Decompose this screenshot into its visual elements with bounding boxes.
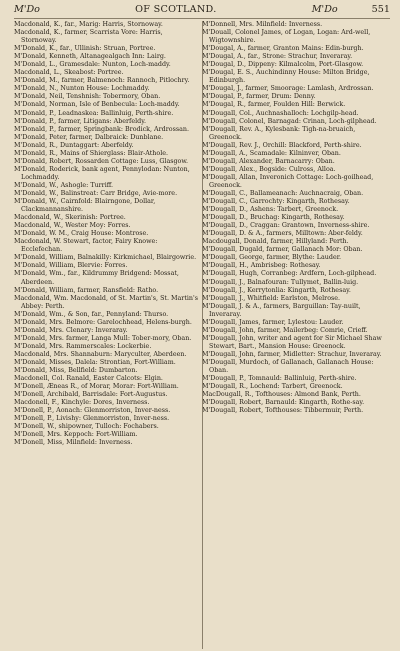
directory-entry: M'Dougall, Rev. A., Kylesbank: Tigh-na-bruaich, Greenock. bbox=[202, 125, 356, 141]
directory-entry: M'Donald, Norman, Isle of Benbecula: Loch-maddy. bbox=[14, 101, 180, 109]
left-column bbox=[14, 21, 202, 649]
directory-entry: M'Donald, L., Gramesdale: Nunton, Loch-maddy. bbox=[14, 61, 171, 69]
directory-entry: M'Donald, William, Blervie: Forres. bbox=[14, 262, 128, 270]
header-right bbox=[312, 4, 390, 15]
directory-entry: M'Dougall, John, farmer, Midletter: Strachur, Inveraray. bbox=[202, 350, 382, 358]
directory-entry: M'Dougall, Alex., Bogside: Culross, Alloa. bbox=[202, 165, 336, 173]
page-number: 551 bbox=[371, 4, 390, 15]
directory-entry: M'Donell, Archibald, Barrisdale: Fort-Augustus. bbox=[14, 391, 168, 399]
column-divider bbox=[202, 21, 203, 649]
directory-entry: M'Donell, Mrs. Keppoch: Fort-William. bbox=[14, 431, 138, 439]
directory-entry: M'Donald, Robert, Rossarden Cottage: Luss, Glasgow. bbox=[14, 157, 189, 165]
directory-entry: M'Donald, Neil, Tenshnish: Tobermory, Oban. bbox=[14, 93, 161, 101]
directory-entry: M'Douall, Colonel James, of Logan, Logan: Ard-well, Wigtownshire. bbox=[202, 29, 371, 45]
header-center-title: OF SCOTLAND. bbox=[135, 4, 217, 15]
directory-entry: M'Donald, Peter, farmer, Dalbraick: Dunblane. bbox=[14, 133, 164, 141]
directory-entry: M'Donald, Wm., far., Kildrummy Bridgend: Mossat, Aberdeen. bbox=[14, 270, 179, 286]
directory-entry: M'Dougall, D., Ashens: Tarbert, Greenock. bbox=[202, 206, 339, 214]
directory-entry: M'Donald, Mrs. Belmore: Garelochhead, Helens-burgh. bbox=[14, 318, 192, 326]
directory-entry: M'Dougall, A., Scamadale: Kilninver, Oban. bbox=[202, 149, 341, 157]
directory-entry: M'Donald, W., Cairnfold: Blairngone, Dollar, Clackmannanshire. bbox=[14, 198, 156, 214]
directory-entry: M'Donald, P., farmer, Litigans: Aberfeldy. bbox=[14, 117, 147, 125]
directory-entry: M'Donald, Misses, Dalela: Strontian, Fort-William. bbox=[14, 358, 176, 366]
directory-entry: M'Donald, N., Nunton House: Lochmaddy. bbox=[14, 85, 150, 93]
directory-entry: Macdonald, Wm. Macdonald, of St. Martin's, St. Martin's Abbey: Perth. bbox=[14, 294, 198, 310]
directory-entry: MacDougall, R., Tofthouses: Almond Bank, Perth. bbox=[202, 391, 361, 399]
directory-entry: M'Donald, W., Balinstreat: Carr Bridge, Avie-more. bbox=[14, 189, 178, 197]
directory-entry: M'Dougall, J. & A., farmers, Barguillan: Tay-nuilt, Inveraray. bbox=[202, 302, 361, 318]
directory-entry: M'Donald, P., farmer, Springbank: Brodick, Ardrossan. bbox=[14, 125, 189, 133]
directory-entry: M'Donell, P., Livishy: Glenmorriston, Inver-ness. bbox=[14, 415, 170, 423]
entry-columns bbox=[14, 21, 390, 649]
directory-entry: M'Dougall, D., Bruchag: Kingarth, Rothesay. bbox=[202, 214, 345, 222]
directory-entry: M'Donald, K., far., Ullinish: Struan, Portree. bbox=[14, 45, 156, 53]
directory-entry: M'Dougall, John, writer and agent for Sir Michael Shaw Stewart, Bart., Mansion House: Greenock. bbox=[202, 334, 382, 350]
directory-entry: M'Dougall, Robert, Barnauld: Kingarth, Rothe-say. bbox=[202, 399, 365, 407]
directory-entry: M'Dougall, D., Craggan: Grantown, Inverness-shire. bbox=[202, 222, 370, 230]
directory-entry: Macdonald, Mrs. Shannaburn: Maryculter, Aberdeen. bbox=[14, 350, 187, 358]
directory-entry: M'Donell, W., shipowner, Tulloch: Fochabers. bbox=[14, 423, 159, 431]
directory-entry: M'Dougall, R., Lochend: Tarbert, Greenock. bbox=[202, 383, 343, 391]
directory-entry: M'Donald, William, farmer, Ransfield: Ratho. bbox=[14, 286, 159, 294]
directory-entry: Macdonald, K., farmer, Scarrista Vore: Harris, Stornoway. bbox=[14, 29, 163, 45]
directory-entry: M'Donald, Mrs. Clenary: Inveraray. bbox=[14, 326, 128, 334]
directory-entry: M'Donald, Wm., & Son, far., Pennyland: Thurso. bbox=[14, 310, 169, 318]
directory-entry: M'Donald, M., farmer, Balmenoch: Rannoch, Pitlochry. bbox=[14, 77, 190, 85]
directory-entry: M'Dougall, Colonel, Barnagad: Crinan, Loch-gilphead. bbox=[202, 117, 377, 125]
directory-entry: M'Dougall, John, farmer, Mailerbeg: Comrie, Crieff. bbox=[202, 326, 368, 334]
right-column bbox=[202, 21, 390, 649]
directory-entry: M'Donnell, Mrs. Milnfield: Inverness. bbox=[202, 21, 323, 28]
directory-entry: M'Dougall, Robert, Tofthouses: Tibbermuir, Perth. bbox=[202, 407, 364, 415]
directory-entry: M'Donald, Mrs. Rammerscales: Lockerbie. bbox=[14, 342, 152, 350]
directory-entry: Macdonald, L., Skeabost: Portree. bbox=[14, 69, 124, 77]
directory-entry: M'Dougall, J., Whitfield: Earlston, Melrose. bbox=[202, 294, 341, 302]
directory-entry: M'Dougall, Alexander, Barnacarry: Oban. bbox=[202, 157, 335, 165]
header-left-title: M'Do bbox=[14, 4, 40, 15]
directory-entry: Macdonald, W., Wester Moy: Forres. bbox=[14, 222, 131, 230]
directory-entry: Macdonald, W., Skerinish: Portree. bbox=[14, 214, 126, 222]
directory-entry: M'Dougal, A., farmer, Granton Mains: Edin-burgh. bbox=[202, 45, 364, 53]
directory-entry: M'Donald, W. M., Craig House: Montrose. bbox=[14, 230, 149, 238]
directory-entry: M'Dougall, J., Balnafouran: Tullymet, Ballin-luig. bbox=[202, 278, 359, 286]
directory-entry: M'Donald, R., Duntaggart: Aberfeldy. bbox=[14, 141, 134, 149]
running-header bbox=[14, 4, 390, 19]
directory-entry: M'Dougall, C., Ballameanach: Auchnacraig, Oban. bbox=[202, 189, 364, 197]
directory-entry: M'Dougall, J., Kerrytonlia: Kingarth, Rothesay. bbox=[202, 286, 351, 294]
directory-entry: M'Dougall, Murdoch, of Gallanach, Gallanach House: Oban. bbox=[202, 358, 374, 375]
directory-entry: M'Dougall, James, farmer, Lylestou: Lauder. bbox=[202, 318, 344, 326]
directory-entry: M'Dougal, J., farmer, Smoorage: Lamlash, Ardrossan. bbox=[202, 85, 374, 93]
directory-entry: M'Donald, Mrs. farmer, Langa Mull: Tober-mory, Oban. bbox=[14, 334, 192, 342]
directory-entry: M'Dougall, P., Tomnauld: Ballinluig, Perth-shire. bbox=[202, 375, 357, 383]
directory-entry: M'Dougal, E. S., Auchindinny House: Milton Bridge, Edinburgh. bbox=[202, 69, 370, 85]
directory-entry: M'Donell, Miss, Milnfield: Inverness. bbox=[14, 439, 133, 447]
directory-entry: M'Dougall, C., Garrochty: Kingarth, Rothesay. bbox=[202, 198, 350, 206]
directory-entry: M'Dougall, Rev. J., Orchill: Blackford, Perth-shire. bbox=[202, 141, 362, 149]
directory-entry: M'Dougall, George, farmer, Blythe: Lauder. bbox=[202, 254, 342, 262]
directory-entry: M'Donald, Miss, Bellfield: Dumbarton. bbox=[14, 367, 138, 375]
directory-entry: M'Dougall, Dugald, farmer, Gallanach Mor: Oban. bbox=[202, 246, 363, 254]
directory-entry: M'Dougall, H., Ambrisbeg: Rothesay. bbox=[202, 262, 321, 270]
directory-entry: Macdougall, Donald, farmer, Hillyland: Perth. bbox=[202, 238, 349, 246]
directory-entry: M'Donald, R., Mains of Shierglass: Blair-Athole. bbox=[14, 149, 168, 157]
directory-entry: M'Donell, P., Aonach: Glenmorriston, Inver-ness. bbox=[14, 407, 171, 415]
directory-entry: M'Dougall, Allan, Inveronich Cottage: Loch-goilhead, Greenock. bbox=[202, 173, 374, 189]
directory-entry: M'Dougall, D. & A., farmers, Milltown: Aber-feldy. bbox=[202, 230, 363, 238]
directory-entry: M'Dougal, D., Dippeny: Kilmalcolm, Port-Glasgow. bbox=[202, 61, 364, 69]
directory-entry: M'Donald, P., Leadnaskea: Ballinluig, Perth-shire. bbox=[14, 109, 174, 117]
directory-entry: M'Donald, William, Balnakilly: Kirkmichael, Blairgowrie. bbox=[14, 254, 197, 262]
directory-entry: Macdonald, W. Stewart, factor, Fairy Knowe: Ecclefechan. bbox=[14, 238, 158, 254]
directory-entry: M'Donald, W., Ashogle: Turriff. bbox=[14, 181, 114, 189]
directory-entry: M'Donell, Æneas R., of Morar, Morar: Fort-William. bbox=[14, 383, 179, 391]
directory-entry: M'Donald, Kenneth, Altanagealgach Inn: Lairg. bbox=[14, 53, 166, 61]
directory-entry: Macdonell, F., Kinchyle: Dores, Inverness. bbox=[14, 399, 150, 407]
directory-entry: Macdonell, Col. Ranald, Easter Calcots: Elgin. bbox=[14, 375, 163, 383]
directory-entry: M'Dougall, Col., Auchnashalloch: Lochgilp-head. bbox=[202, 109, 359, 117]
directory-entry: M'Dougal, A., far., Strone: Strachur, Inveraray. bbox=[202, 53, 353, 61]
header-right-title: M'Do bbox=[311, 4, 338, 15]
directory-entry: M'Dougall, Hugh, Corranbeg: Ardfern, Loch-gilphead. bbox=[202, 270, 377, 278]
directory-entry: M'Dougal, R., farmer, Foulden Hill: Berwick. bbox=[202, 101, 346, 109]
directory-entry: Macdonald, K., far., Marig: Harris, Stornoway. bbox=[14, 21, 163, 28]
directory-entry: M'Donald, Roderick, bank agent, Pennylodan: Nunton, Lochmaddy. bbox=[14, 165, 190, 181]
directory-entry: M'Dougal, P., farmer, Drum: Denny. bbox=[202, 93, 316, 101]
